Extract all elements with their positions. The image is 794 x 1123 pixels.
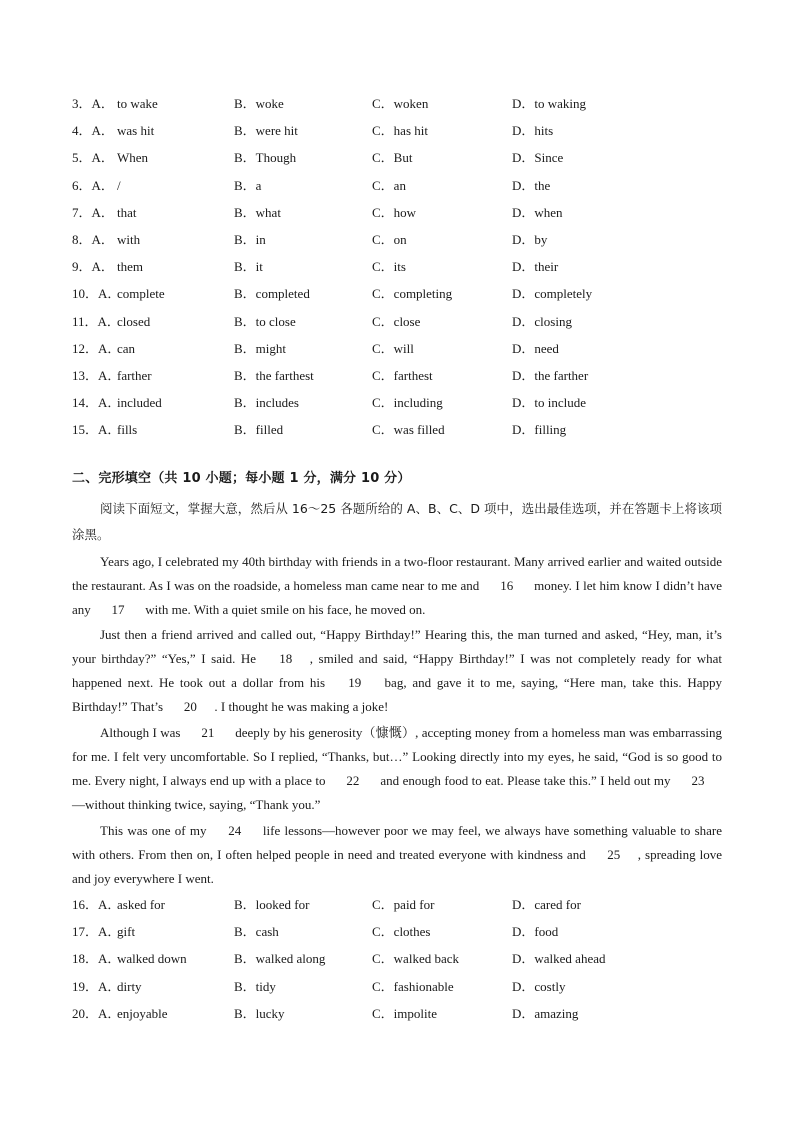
option-c: C．But	[372, 150, 413, 166]
option-c: C．walked back	[372, 951, 460, 967]
blank-22: 22	[346, 773, 360, 788]
option-d: D．amazing	[512, 1005, 579, 1021]
question-number: 19．A．	[72, 978, 121, 994]
option-a: can	[117, 340, 136, 356]
blank-16: 16	[500, 578, 514, 593]
option-b: B．woke	[234, 96, 284, 111]
option-d: D．closing	[512, 313, 572, 329]
option-d: D．the	[512, 177, 551, 193]
option-b: B．lucky	[234, 1005, 285, 1021]
question-number: 7．A．	[72, 204, 114, 220]
option-c: C．paid for	[372, 897, 435, 912]
option-b: B．it	[234, 259, 263, 275]
option-d: D．the farther	[512, 368, 589, 383]
section-heading: 二、完形填空（共 10 小题；每小题 1 分，满分 10 分）	[72, 471, 411, 486]
blank-23: 23	[691, 773, 705, 788]
blank-20: 20	[183, 699, 197, 714]
option-a: that	[117, 204, 137, 220]
option-b: B．were hit	[234, 123, 298, 139]
option-c: C．its	[372, 259, 406, 275]
option-c: C．how	[372, 204, 417, 220]
option-a: with	[117, 232, 141, 247]
option-a: gift	[117, 924, 136, 940]
option-a: walked down	[117, 951, 187, 967]
option-a: asked for	[117, 897, 166, 912]
option-b: B．what	[234, 204, 281, 220]
question-number: 14．A．	[72, 395, 121, 411]
question-number: 12．A．	[72, 340, 121, 356]
option-d: D．to waking	[512, 96, 587, 111]
blank-19: 19	[348, 675, 362, 690]
option-d: D．filling	[512, 422, 567, 438]
question-number: 9．A．	[72, 259, 114, 275]
option-c: C．close	[372, 313, 421, 329]
option-b: B．filled	[234, 422, 284, 438]
passage-paragraph-1: Years ago, I celebrated my 40th birthday with friends in a two-floor restaurant. Many arrived earlier and waited outside the restaurant. As I was on the roadside, a homeless man came near to me and 16 money. I let him know I didn’t have any 17 with me. With a quiet smile on his face, he moved on.	[72, 550, 722, 622]
option-a: included	[117, 395, 162, 411]
option-d: D．food	[512, 924, 559, 940]
option-b: B．Though	[234, 150, 297, 166]
option-d: D．hits	[512, 123, 554, 139]
passage-paragraph-4: This was one of my 24 life lessons—however poor we may feel, we always have something valuable to share with others. From then on, I often helped people in need and treated everyone with kindness and 25 , spreading love and joy everywhere I went.	[72, 819, 722, 891]
option-c: C．fashionable	[372, 978, 454, 994]
option-d: D．Since	[512, 150, 564, 166]
question-number: 11．A．	[72, 313, 120, 329]
option-d: D．walked ahead	[512, 951, 606, 967]
question-number: 13．A．	[72, 368, 121, 383]
option-b: B．in	[234, 232, 266, 247]
option-a: closed	[117, 313, 151, 329]
option-c: C．was filled	[372, 422, 445, 438]
option-b: B．tidy	[234, 978, 276, 994]
blank-21: 21	[201, 725, 215, 740]
question-number: 18．A．	[72, 951, 121, 967]
option-d: D．need	[512, 340, 559, 356]
option-a: enjoyable	[117, 1005, 168, 1021]
option-d: D．completely	[512, 286, 593, 302]
option-a: When	[117, 150, 149, 166]
question-number: 17．A．	[72, 924, 121, 940]
question-number: 15．A．	[72, 422, 121, 438]
blank-18: 18	[279, 651, 293, 666]
option-b: B．to close	[234, 313, 296, 329]
option-b: B．a	[234, 177, 262, 193]
option-a: was hit	[117, 123, 155, 139]
question-number: 6．A．	[72, 177, 114, 193]
option-c: C．an	[372, 177, 406, 193]
option-c: C．has hit	[372, 123, 428, 139]
option-c: C．clothes	[372, 924, 431, 940]
option-d: D．by	[512, 232, 548, 247]
option-a: fills	[117, 422, 138, 438]
question-number: 20．A．	[72, 1005, 121, 1021]
option-d: D．costly	[512, 978, 566, 994]
option-c: C．will	[372, 340, 414, 356]
option-a: /	[117, 177, 121, 193]
option-b: B．includes	[234, 395, 299, 411]
question-number: 5．A．	[72, 150, 114, 166]
option-c: C．completing	[372, 286, 453, 302]
option-c: C．impolite	[372, 1005, 438, 1021]
option-b: B．completed	[234, 286, 310, 302]
option-b: B．the farthest	[234, 368, 314, 383]
passage-paragraph-2: Just then a friend arrived and called out, “Happy Birthday!” Hearing this, the man turned and asked, “Hey, man, it’s your birthday?” “Yes,” I said. He 18 , smiled and said, “Happy Birthday!” I was not completely ready for what happened next. He took out a dollar from his 19 bag, and gave it to me, saying, “Here man, take this. Happy Birthday!” That’s 20 . I thought he was making a joke!	[72, 623, 722, 719]
option-c: C．including	[372, 395, 443, 411]
option-a: farther	[117, 368, 152, 383]
option-a: them	[117, 259, 143, 275]
option-a: complete	[117, 286, 165, 302]
option-b: B．might	[234, 340, 287, 356]
option-c: C．on	[372, 232, 407, 247]
instructions-paragraph: 阅读下面短文，掌握大意，然后从 16～25 各题所给的 A、B、C、D 项中，选出最佳选项，并在答题卡上将该项涂黑。	[72, 501, 722, 542]
option-c: C．woken	[372, 96, 429, 111]
option-b: B．cash	[234, 924, 279, 940]
question-number: 16．A．	[72, 897, 121, 912]
option-d: D．their	[512, 259, 559, 275]
question-number: 3．A．	[72, 96, 114, 111]
option-a: to wake	[117, 96, 158, 111]
option-d: D．when	[512, 204, 563, 220]
blank-24: 24	[228, 823, 242, 838]
option-a: dirty	[117, 978, 142, 994]
option-d: D．to include	[512, 395, 587, 411]
option-d: D．cared for	[512, 897, 581, 912]
question-number: 8．A．	[72, 232, 114, 247]
question-number: 10．A．	[72, 286, 121, 302]
option-b: B．walked along	[234, 951, 326, 967]
passage-paragraph-3: Although I was 21 deeply by his generosity（慷慨）, accepting money from a homeless man was embarrassing for me. I felt very uncomfortable. So I replied, “Thanks, but…” Looking directly into my eyes, he said, “God is so good to me. Every night, I always end up with a place to 22 and enough food to eat. Please take this.” I held out my 23—without thinking twice, saying, “Thank you.”	[72, 721, 722, 817]
question-number: 4．A．	[72, 123, 114, 139]
blank-17: 17	[111, 602, 125, 617]
blank-25: 25	[607, 847, 621, 862]
option-c: C．farthest	[372, 368, 433, 383]
option-b: B．looked for	[234, 897, 310, 912]
